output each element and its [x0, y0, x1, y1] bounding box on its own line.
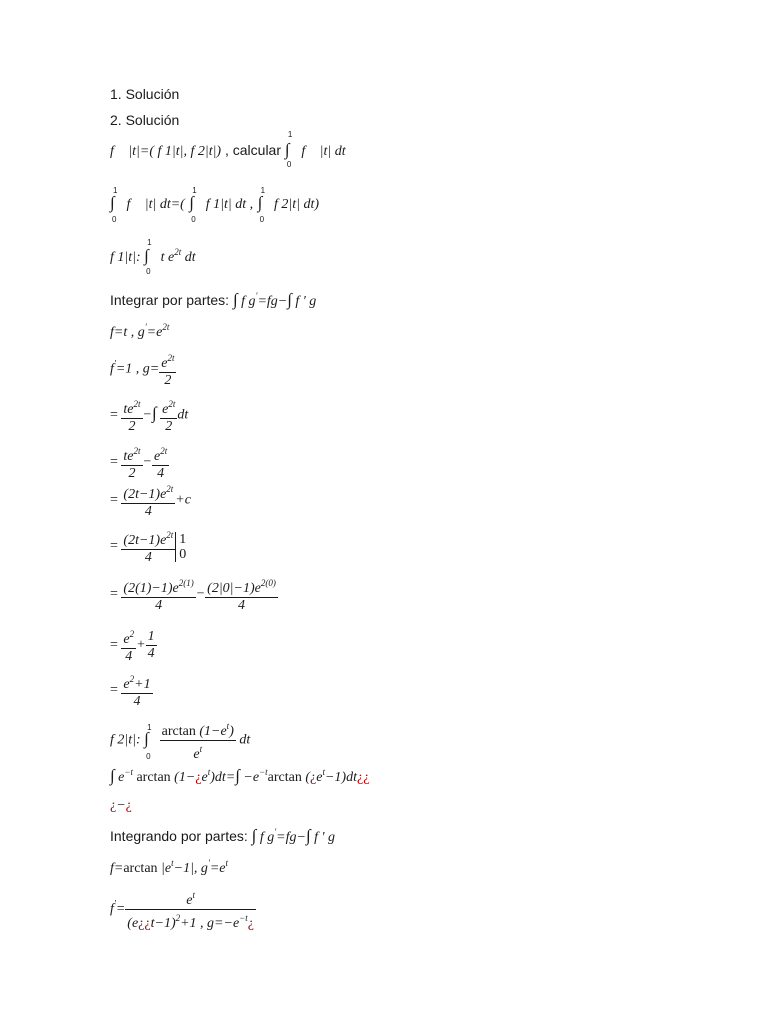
f1-integral: f 1|t|: 1 ∫ 0 t $e^{2t}$ dt [110, 238, 196, 276]
integration-by-parts-rule: Integrar por partes: ∫ f g'=fg−∫ f ' g [110, 290, 317, 309]
integral-sign: 1 ∫ 0 [284, 130, 293, 169]
step-2: = $\frac{te^{2t}}{2}$ − $\frac{e^{2t}}{4}$ [110, 443, 169, 482]
solution-heading-2: 2. Solución [110, 112, 180, 128]
integral-split-equation: 1 ∫ 0 f⃗ |t| dt=( 1 ∫ 0 f 1|t| dt , 1 ∫ 0 f 2|t| dt) [110, 186, 320, 224]
parts-assignment-3: f=arctan $|e^t-1|$, $g'=e^t$ [110, 858, 229, 876]
f2-rewrite: ∫ $e^{-t}$ $\arctan (1-¿e^t)dt=\int -e^{-t}\arctan$ $(¿e^t-1)dt¿¿$ [110, 766, 370, 785]
step-3: = $\frac{(2t-1)e^{2t}}{4}$ +c [110, 481, 191, 520]
vector-function-definition: f⃗ |t|=( f 1|t|, f 2|t|) , calcular 1 ∫ 0 f⃗ |t| dt [110, 130, 346, 169]
integration-by-parts-rule-2: Integrando por partes: ∫ f g'=fg−∫ f ' g [110, 826, 336, 845]
parts-assignment-4: f'= $\frac{e^t}{(e¿¿t-1)^2+1 , g=-e^{-t}¿}$ [110, 887, 256, 932]
parts-assignment-2: f'=1 , g= $\frac{e^{2t}}{2}$ [110, 350, 176, 389]
step-6: = $\frac{e^2}{4}$ + $\frac{1}{4}$ [110, 626, 157, 665]
step-5-substitution: = $\frac{(2(1)-1)e^{2(1)}}{4}$ − $\frac{(2|0|-1)e^{2(0)}}{4}$ [110, 575, 278, 614]
parts-assignment-1: f=t , $g'=e^{2t}$ [110, 322, 170, 340]
step-1: = $\frac{te^{2t}}{2}$ −∫ $\frac{e^{2t}}{2}$ dt [110, 396, 188, 435]
step-7-result: = $\frac{e^2+1}{4}$ [110, 671, 153, 710]
f2-integral: f 2|t|: 1 ∫ 0 $\frac{\arctan (1-e^t)}{e^t}$ dt [110, 718, 250, 763]
solution-heading-1: 1. Solución [110, 86, 180, 102]
f2-rewrite-continued: ¿−¿ [110, 798, 132, 813]
step-4-evaluation: = $\frac{(2t-1)e^{2t}}{4}$ 1 0 [110, 527, 186, 566]
